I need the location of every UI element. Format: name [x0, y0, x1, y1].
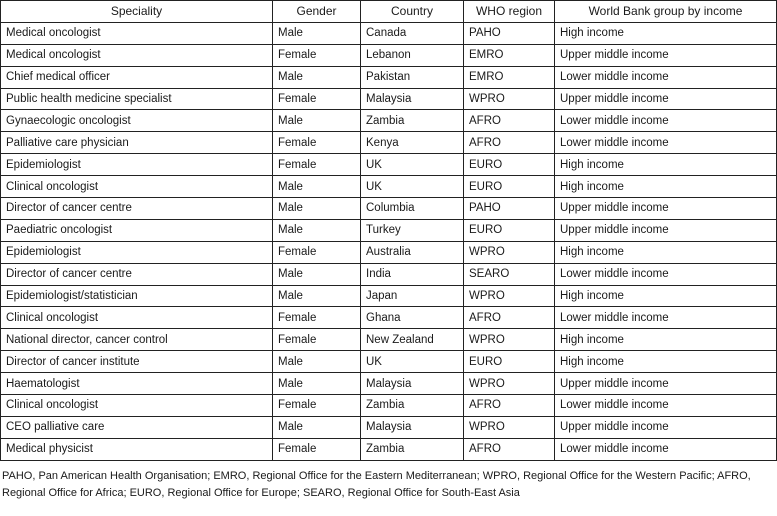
table-row	[1, 198, 777, 220]
table-row	[1, 154, 777, 176]
header-speciality: Speciality	[1, 1, 273, 23]
cell-income-group: Upper middle income	[555, 88, 777, 110]
cell-country: Australia	[361, 241, 464, 263]
cell-who-region: AFRO	[464, 438, 555, 460]
cell-income-group: Upper middle income	[555, 416, 777, 438]
cell-income-group: Upper middle income	[555, 198, 777, 220]
table-row	[1, 88, 777, 110]
header-income-group: World Bank group by income	[555, 1, 777, 23]
cell-country: Zambia	[361, 395, 464, 417]
cell-gender: Male	[273, 22, 361, 44]
cell-speciality: Director of cancer institute	[1, 351, 273, 373]
cell-income-group: Lower middle income	[555, 110, 777, 132]
cell-country: Malaysia	[361, 373, 464, 395]
cell-speciality: Medical oncologist	[1, 44, 273, 66]
cell-speciality: CEO palliative care	[1, 416, 273, 438]
cell-income-group: High income	[555, 329, 777, 351]
cell-country: UK	[361, 154, 464, 176]
cell-speciality: Gynaecologic oncologist	[1, 110, 273, 132]
cell-income-group: Lower middle income	[555, 66, 777, 88]
cell-country: UK	[361, 351, 464, 373]
cell-gender: Male	[273, 373, 361, 395]
cell-speciality: Palliative care physician	[1, 132, 273, 154]
cell-income-group: High income	[555, 22, 777, 44]
cell-country: New Zealand	[361, 329, 464, 351]
cell-speciality: Epidemiologist	[1, 154, 273, 176]
cell-speciality: Director of cancer centre	[1, 263, 273, 285]
cell-income-group: Lower middle income	[555, 395, 777, 417]
cell-income-group: High income	[555, 285, 777, 307]
cell-gender: Female	[273, 154, 361, 176]
cell-gender: Female	[273, 88, 361, 110]
cell-country: Columbia	[361, 198, 464, 220]
cell-who-region: EURO	[464, 351, 555, 373]
cell-income-group: High income	[555, 154, 777, 176]
cell-country: India	[361, 263, 464, 285]
cell-who-region: PAHO	[464, 198, 555, 220]
table-row	[1, 307, 777, 329]
cell-speciality: Clinical oncologist	[1, 176, 273, 198]
cell-gender: Male	[273, 416, 361, 438]
cell-income-group: High income	[555, 176, 777, 198]
cell-who-region: AFRO	[464, 110, 555, 132]
cell-speciality: Paediatric oncologist	[1, 219, 273, 241]
table-row	[1, 263, 777, 285]
cell-income-group: Upper middle income	[555, 44, 777, 66]
table-row	[1, 241, 777, 263]
cell-who-region: WPRO	[464, 329, 555, 351]
cell-country: Zambia	[361, 110, 464, 132]
cell-income-group: Lower middle income	[555, 263, 777, 285]
cell-country: Malaysia	[361, 416, 464, 438]
cell-gender: Male	[273, 198, 361, 220]
cell-speciality: Medical oncologist	[1, 22, 273, 44]
cell-who-region: AFRO	[464, 307, 555, 329]
cell-gender: Male	[273, 110, 361, 132]
table-row	[1, 438, 777, 460]
table-row	[1, 219, 777, 241]
cell-who-region: PAHO	[464, 22, 555, 44]
table-row	[1, 66, 777, 88]
cell-gender: Male	[273, 351, 361, 373]
cell-speciality: Public health medicine specialist	[1, 88, 273, 110]
header-who-region: WHO region	[464, 1, 555, 23]
table-row	[1, 351, 777, 373]
cell-income-group: Lower middle income	[555, 307, 777, 329]
cell-country: Turkey	[361, 219, 464, 241]
cell-gender: Male	[273, 263, 361, 285]
cell-who-region: EURO	[464, 154, 555, 176]
cell-country: Malaysia	[361, 88, 464, 110]
cell-speciality: Epidemiologist	[1, 241, 273, 263]
header-gender: Gender	[273, 1, 361, 23]
table-row	[1, 176, 777, 198]
cell-who-region: EURO	[464, 176, 555, 198]
cell-gender: Female	[273, 44, 361, 66]
cell-gender: Female	[273, 438, 361, 460]
cell-who-region: AFRO	[464, 395, 555, 417]
cell-speciality: Epidemiologist/statistician	[1, 285, 273, 307]
cell-country: Japan	[361, 285, 464, 307]
cell-country: Pakistan	[361, 66, 464, 88]
cell-who-region: WPRO	[464, 373, 555, 395]
cell-country: Canada	[361, 22, 464, 44]
cell-who-region: EMRO	[464, 44, 555, 66]
table-row	[1, 285, 777, 307]
cell-speciality: Medical physicist	[1, 438, 273, 460]
cell-income-group: High income	[555, 241, 777, 263]
table-body	[1, 22, 777, 460]
cell-who-region: AFRO	[464, 132, 555, 154]
cell-speciality: Director of cancer centre	[1, 198, 273, 220]
cell-speciality: Clinical oncologist	[1, 307, 273, 329]
cell-speciality: Clinical oncologist	[1, 395, 273, 417]
table-row	[1, 373, 777, 395]
cell-country: Zambia	[361, 438, 464, 460]
cell-who-region: SEARO	[464, 263, 555, 285]
cell-who-region: WPRO	[464, 241, 555, 263]
cell-gender: Male	[273, 285, 361, 307]
cell-country: Ghana	[361, 307, 464, 329]
cell-income-group: High income	[555, 351, 777, 373]
cell-speciality: Haematologist	[1, 373, 273, 395]
cell-who-region: EMRO	[464, 66, 555, 88]
table-footnote: PAHO, Pan American Health Organisation; EMRO, Regional Office for the Eastern Mediterranean; WPRO, Regional Office for the Western Pacific; AFRO, Regional Office for Africa; EURO, Regional Office for Europe; SEARO, Regional Office for South-East Asia	[2, 469, 751, 499]
cell-gender: Female	[273, 307, 361, 329]
table-row	[1, 132, 777, 154]
cell-speciality: National director, cancer control	[1, 329, 273, 351]
table-row	[1, 22, 777, 44]
cell-who-region: WPRO	[464, 285, 555, 307]
cell-country: Kenya	[361, 132, 464, 154]
cell-who-region: WPRO	[464, 416, 555, 438]
cell-who-region: WPRO	[464, 88, 555, 110]
table-row	[1, 110, 777, 132]
table-header-row	[1, 1, 777, 23]
table-row	[1, 329, 777, 351]
cell-gender: Female	[273, 395, 361, 417]
cell-income-group: Upper middle income	[555, 373, 777, 395]
cell-income-group: Lower middle income	[555, 132, 777, 154]
table-row	[1, 416, 777, 438]
cell-income-group: Lower middle income	[555, 438, 777, 460]
cell-who-region: EURO	[464, 219, 555, 241]
cell-gender: Male	[273, 66, 361, 88]
cell-speciality: Chief medical officer	[1, 66, 273, 88]
cell-country: UK	[361, 176, 464, 198]
table-row	[1, 44, 777, 66]
cell-gender: Male	[273, 219, 361, 241]
cell-gender: Female	[273, 132, 361, 154]
cell-income-group: Upper middle income	[555, 219, 777, 241]
header-country: Country	[361, 1, 464, 23]
cell-gender: Female	[273, 241, 361, 263]
cell-gender: Male	[273, 176, 361, 198]
cell-country: Lebanon	[361, 44, 464, 66]
cell-gender: Female	[273, 329, 361, 351]
table-row	[1, 395, 777, 417]
